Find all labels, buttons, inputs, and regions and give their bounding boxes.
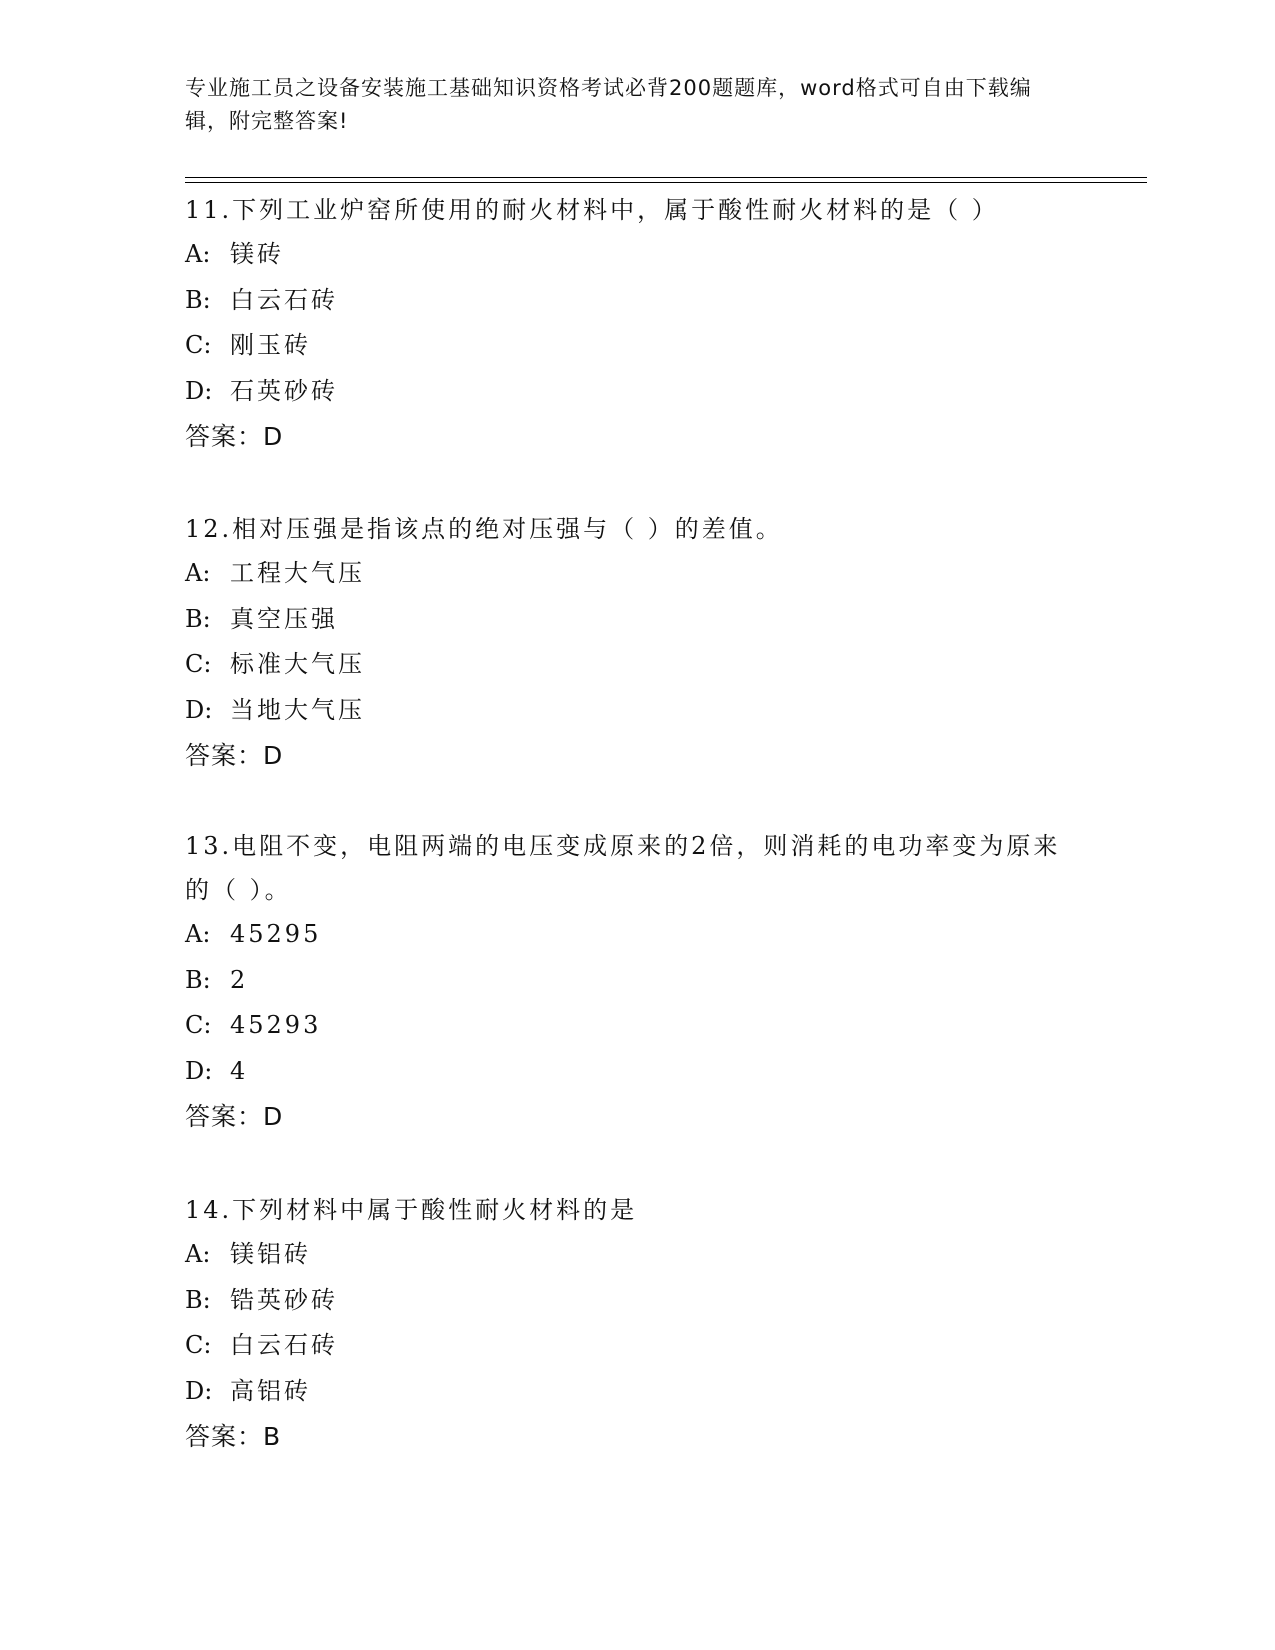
question-11 <box>185 188 1085 459</box>
option-key: C: <box>185 1011 212 1039</box>
answer-line: 答案：B <box>185 1422 282 1451</box>
question-stem: 14.下列材料中属于酸性耐火材料的是 <box>185 1196 638 1224</box>
option-key: A: <box>185 1240 211 1268</box>
option-key: D: <box>185 376 213 405</box>
answer-line: 答案：D <box>185 422 284 451</box>
option-text: 4 <box>230 1056 249 1085</box>
option-d <box>185 369 1085 415</box>
question-stem: 12.相对压强是指该点的绝对压强与（ ）的差值。 <box>185 515 783 543</box>
option-text: 45295 <box>230 920 322 948</box>
option-text: 2 <box>230 965 249 994</box>
option-key: A: <box>185 920 211 948</box>
document-header: 专业施工员之设备安装施工基础知识资格考试必背200题题库，word格式可自由下载编辑，附完整答案! <box>185 76 1032 133</box>
option-text: 石英砂砖 <box>230 376 338 405</box>
option-c <box>185 1323 1085 1369</box>
option-key: A: <box>185 559 211 587</box>
option-text: 刚玉砖 <box>230 331 311 359</box>
option-a <box>185 1232 1085 1278</box>
option-b <box>185 597 1085 643</box>
option-key: B: <box>185 604 211 633</box>
option-b <box>185 958 1085 1004</box>
question-14 <box>185 1188 1085 1459</box>
header-divider-bottom <box>185 182 1147 183</box>
option-d <box>185 1369 1085 1415</box>
option-text: 高铝砖 <box>230 1376 311 1405</box>
option-text: 锆英砂砖 <box>230 1285 338 1314</box>
option-d <box>185 688 1085 734</box>
option-key: B: <box>185 1285 211 1314</box>
option-key: D: <box>185 1056 213 1085</box>
option-text: 镁铝砖 <box>230 1240 311 1268</box>
option-a <box>185 551 1085 597</box>
option-a <box>185 912 1085 958</box>
option-text: 45293 <box>230 1011 322 1039</box>
option-text: 镁砖 <box>230 240 284 268</box>
option-c <box>185 642 1085 688</box>
header-divider-top <box>185 177 1147 178</box>
question-stem: 13.电阻不变，电阻两端的电压变成原来的2倍，则消耗的电功率变为原来的（ ）。 <box>185 832 1061 904</box>
option-c <box>185 323 1085 369</box>
option-text: 真空压强 <box>230 604 338 633</box>
option-key: B: <box>185 965 211 994</box>
question-stem: 11.下列工业炉窑所使用的耐火材料中，属于酸性耐火材料的是（ ） <box>185 196 999 224</box>
option-a <box>185 232 1085 278</box>
option-key: C: <box>185 1331 212 1359</box>
option-key: C: <box>185 331 212 359</box>
option-key: C: <box>185 650 212 678</box>
option-text: 白云石砖 <box>230 285 338 314</box>
question-12 <box>185 507 1085 778</box>
option-text: 标准大气压 <box>230 650 365 678</box>
option-c <box>185 1003 1085 1049</box>
option-key: D: <box>185 1376 213 1405</box>
answer-line: 答案：D <box>185 1102 284 1131</box>
option-key: B: <box>185 285 211 314</box>
option-key: D: <box>185 695 213 724</box>
option-text: 工程大气压 <box>230 559 365 587</box>
option-b <box>185 278 1085 324</box>
question-13 <box>185 824 1085 1139</box>
option-b <box>185 1278 1085 1324</box>
option-key: A: <box>185 240 211 268</box>
answer-line: 答案：D <box>185 741 284 770</box>
option-d <box>185 1049 1085 1095</box>
option-text: 白云石砖 <box>230 1331 338 1359</box>
option-text: 当地大气压 <box>230 695 365 724</box>
